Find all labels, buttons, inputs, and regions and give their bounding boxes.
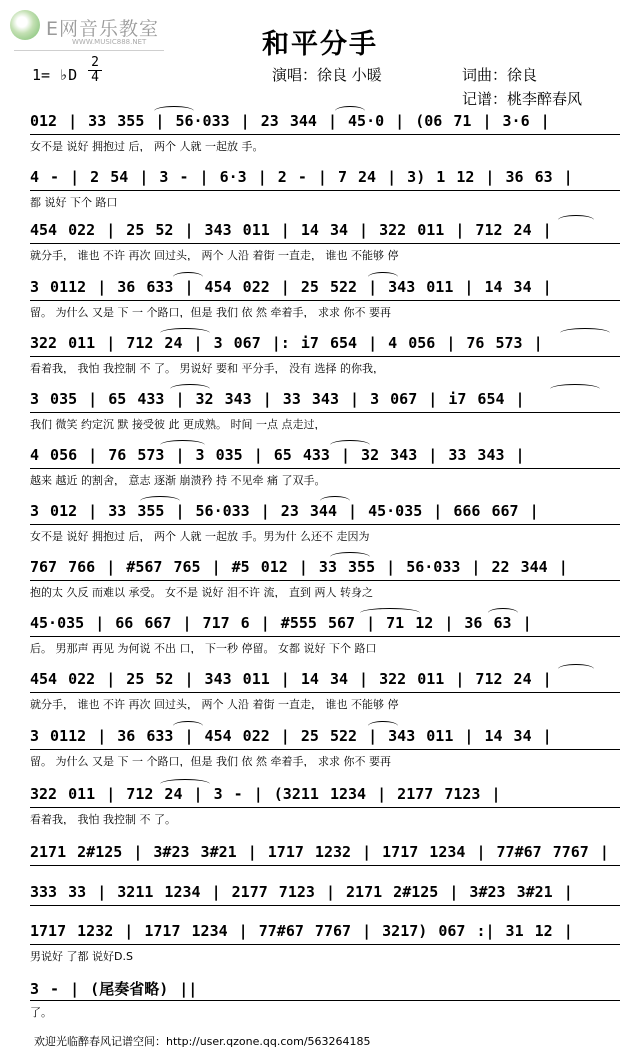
lyrics: 女不是 说好 拥抱过 后， 两个 人就 一起放 手。 [30,140,264,152]
lyrics: 了。 [30,1006,52,1018]
slur [368,272,398,282]
score-line [30,614,620,654]
key-signature: 1= ♭D [32,66,78,84]
lyrics: 女不是 说好 拥抱过 后， 两个 人就 一起放 手。男为什 么还不 走因为 [30,530,370,542]
notes: 322 011 | 712 24 | 3 067 |: i7 654 | 4 056 | 76 573 | [30,334,620,352]
notes: 012 | 33 355 | 56·033 | 23 344 | 45·0 | (06 71 | 3·6 | [30,112,620,130]
time-signature-top: 2 [91,55,99,70]
time-signature-bottom: 4 [88,70,102,85]
score-line [30,558,620,598]
lyrics: 就分手， 谁也 不许 再次 回过头， 两个 人沿 着街 一直走， 谁也 不能够 停 [30,249,399,261]
notes: 4 056 | 76 573 | 3 035 | 65 433 | 32 343 | 33 343 | [30,446,620,464]
score-line [30,390,620,430]
notes: 2171 2#125 | 3#23 3#21 | 1717 1232 | 1717 1234 | 77#67 7767 | [30,843,620,861]
singer-credit: 演唱：徐良 小暖 [272,66,382,84]
slur [560,328,610,338]
lyrics: 就分手， 谁也 不许 再次 回过头， 两个 人沿 着街 一直走， 谁也 不能够 停 [30,698,399,710]
lyrics: 越来 越近 的割舍， 意志 逐渐 崩溃矜 持 不见牵 痛 了双手。 [30,474,326,486]
score-line [30,334,620,374]
notes: 322 011 | 712 24 | 3 - | (3211 1234 | 2177 7123 | [30,785,620,803]
score-line [30,978,620,1018]
notes: 45·035 | 66 667 | 717 6 | #555 567 | 71 12 | 36 63 | [30,614,620,632]
score-line [30,843,620,877]
score-line [30,168,620,208]
lyrics: 留。 为什么 又是 下 一 个路口，但是 我们 依 然 牵着手， 求求 你不 要再 [30,755,391,767]
slur [488,608,518,618]
slur [558,664,594,674]
slur [360,608,420,618]
notes: 1717 1232 | 1717 1234 | 77#67 7767 | 3217) 067 :| 31 12 | [30,922,620,940]
time-signature [88,56,102,85]
lyrics [30,869,620,883]
lyrics: 我们 微笑 约定沉 默 接受彼 此 更成熟。 时间 一点 点走过， [30,418,326,430]
slur [173,272,203,282]
page-title: 和平分手 [262,29,378,60]
score-line [30,221,620,261]
slur [335,106,365,116]
lyrics: 都 说好 下个 路口 [30,196,118,208]
slur [154,106,194,116]
slur [160,440,205,450]
notes: 3 0112 | 36 633 | 454 022 | 25 522 | 343 011 | 14 34 | [30,727,620,745]
watermark-text: E网音乐教室 [46,18,160,40]
footer-note: 欢迎光临醉春风记谱空间：http://user.qzone.qq.com/563264185 [34,1035,371,1048]
lyrics: 看着我， 我怕 我控制 不 了。 男说好 要和 平分手， 没有 选择 的你我， [30,362,384,374]
slur [160,328,210,338]
score-line [30,883,620,917]
notes: 3 0112 | 36 633 | 454 022 | 25 522 | 343 011 | 14 34 | [30,278,620,296]
lyrics: 留。 为什么 又是 下 一 个路口，但是 我们 依 然 牵着手， 求求 你不 要再 [30,306,391,318]
score-line [30,785,620,825]
transcriber-credit: 记谱：桃李醉春风 [462,90,583,108]
lyrics [30,909,620,923]
lyrics: 后。 男那声 再见 为何说 不出 口， 下一秒 停留。 女都 说好 下个 路口 [30,642,377,654]
slur [160,779,210,789]
slur [140,496,180,506]
slur [320,496,350,506]
score-line [30,727,620,767]
slur [173,721,203,731]
notes: 3 035 | 65 433 | 32 343 | 33 343 | 3 067 | i7 654 | [30,390,620,408]
slur [170,384,210,394]
slur [330,440,370,450]
slur [368,721,398,731]
notes: 4 - | 2 54 | 3 - | 6·3 | 2 - | 7 24 | 3) 1 12 | 36 63 | [30,168,620,186]
score-line [30,112,620,152]
lyrics: 抱的太 久反 而难以 承受。 女不是 说好 泪不许 流， 直到 两人 转身之 [30,586,373,598]
slur [558,215,594,225]
slur [550,384,600,394]
notes: 454 022 | 25 52 | 343 011 | 14 34 | 322 011 | 712 24 | [30,670,620,688]
score-line [30,502,620,542]
lyrics: 男说好 了都 说好D.S [30,950,133,962]
lyrics: 看着我， 我怕 我控制 不 了。 [30,813,176,825]
score-line [30,670,620,710]
notes: 3 - | (尾奏省略) || [30,978,620,996]
notes: 333 33 | 3211 1234 | 2177 7123 | 2171 2#125 | 3#23 3#21 | [30,883,620,901]
notes: 767 766 | #567 765 | #5 012 | 33 355 | 56·033 | 22 344 | [30,558,620,576]
score-line [30,446,620,486]
notes: 454 022 | 25 52 | 343 011 | 14 34 | 322 011 | 712 24 | [30,221,620,239]
score-line [30,922,620,962]
notes: 3 012 | 33 355 | 56·033 | 23 344 | 45·035 | 666 667 | [30,502,620,520]
slur [330,552,370,562]
watermark-url: WWW.MUSIC888.NET [72,38,147,46]
score-line [30,278,620,318]
lyricist-credit: 词曲：徐良 [462,66,538,84]
